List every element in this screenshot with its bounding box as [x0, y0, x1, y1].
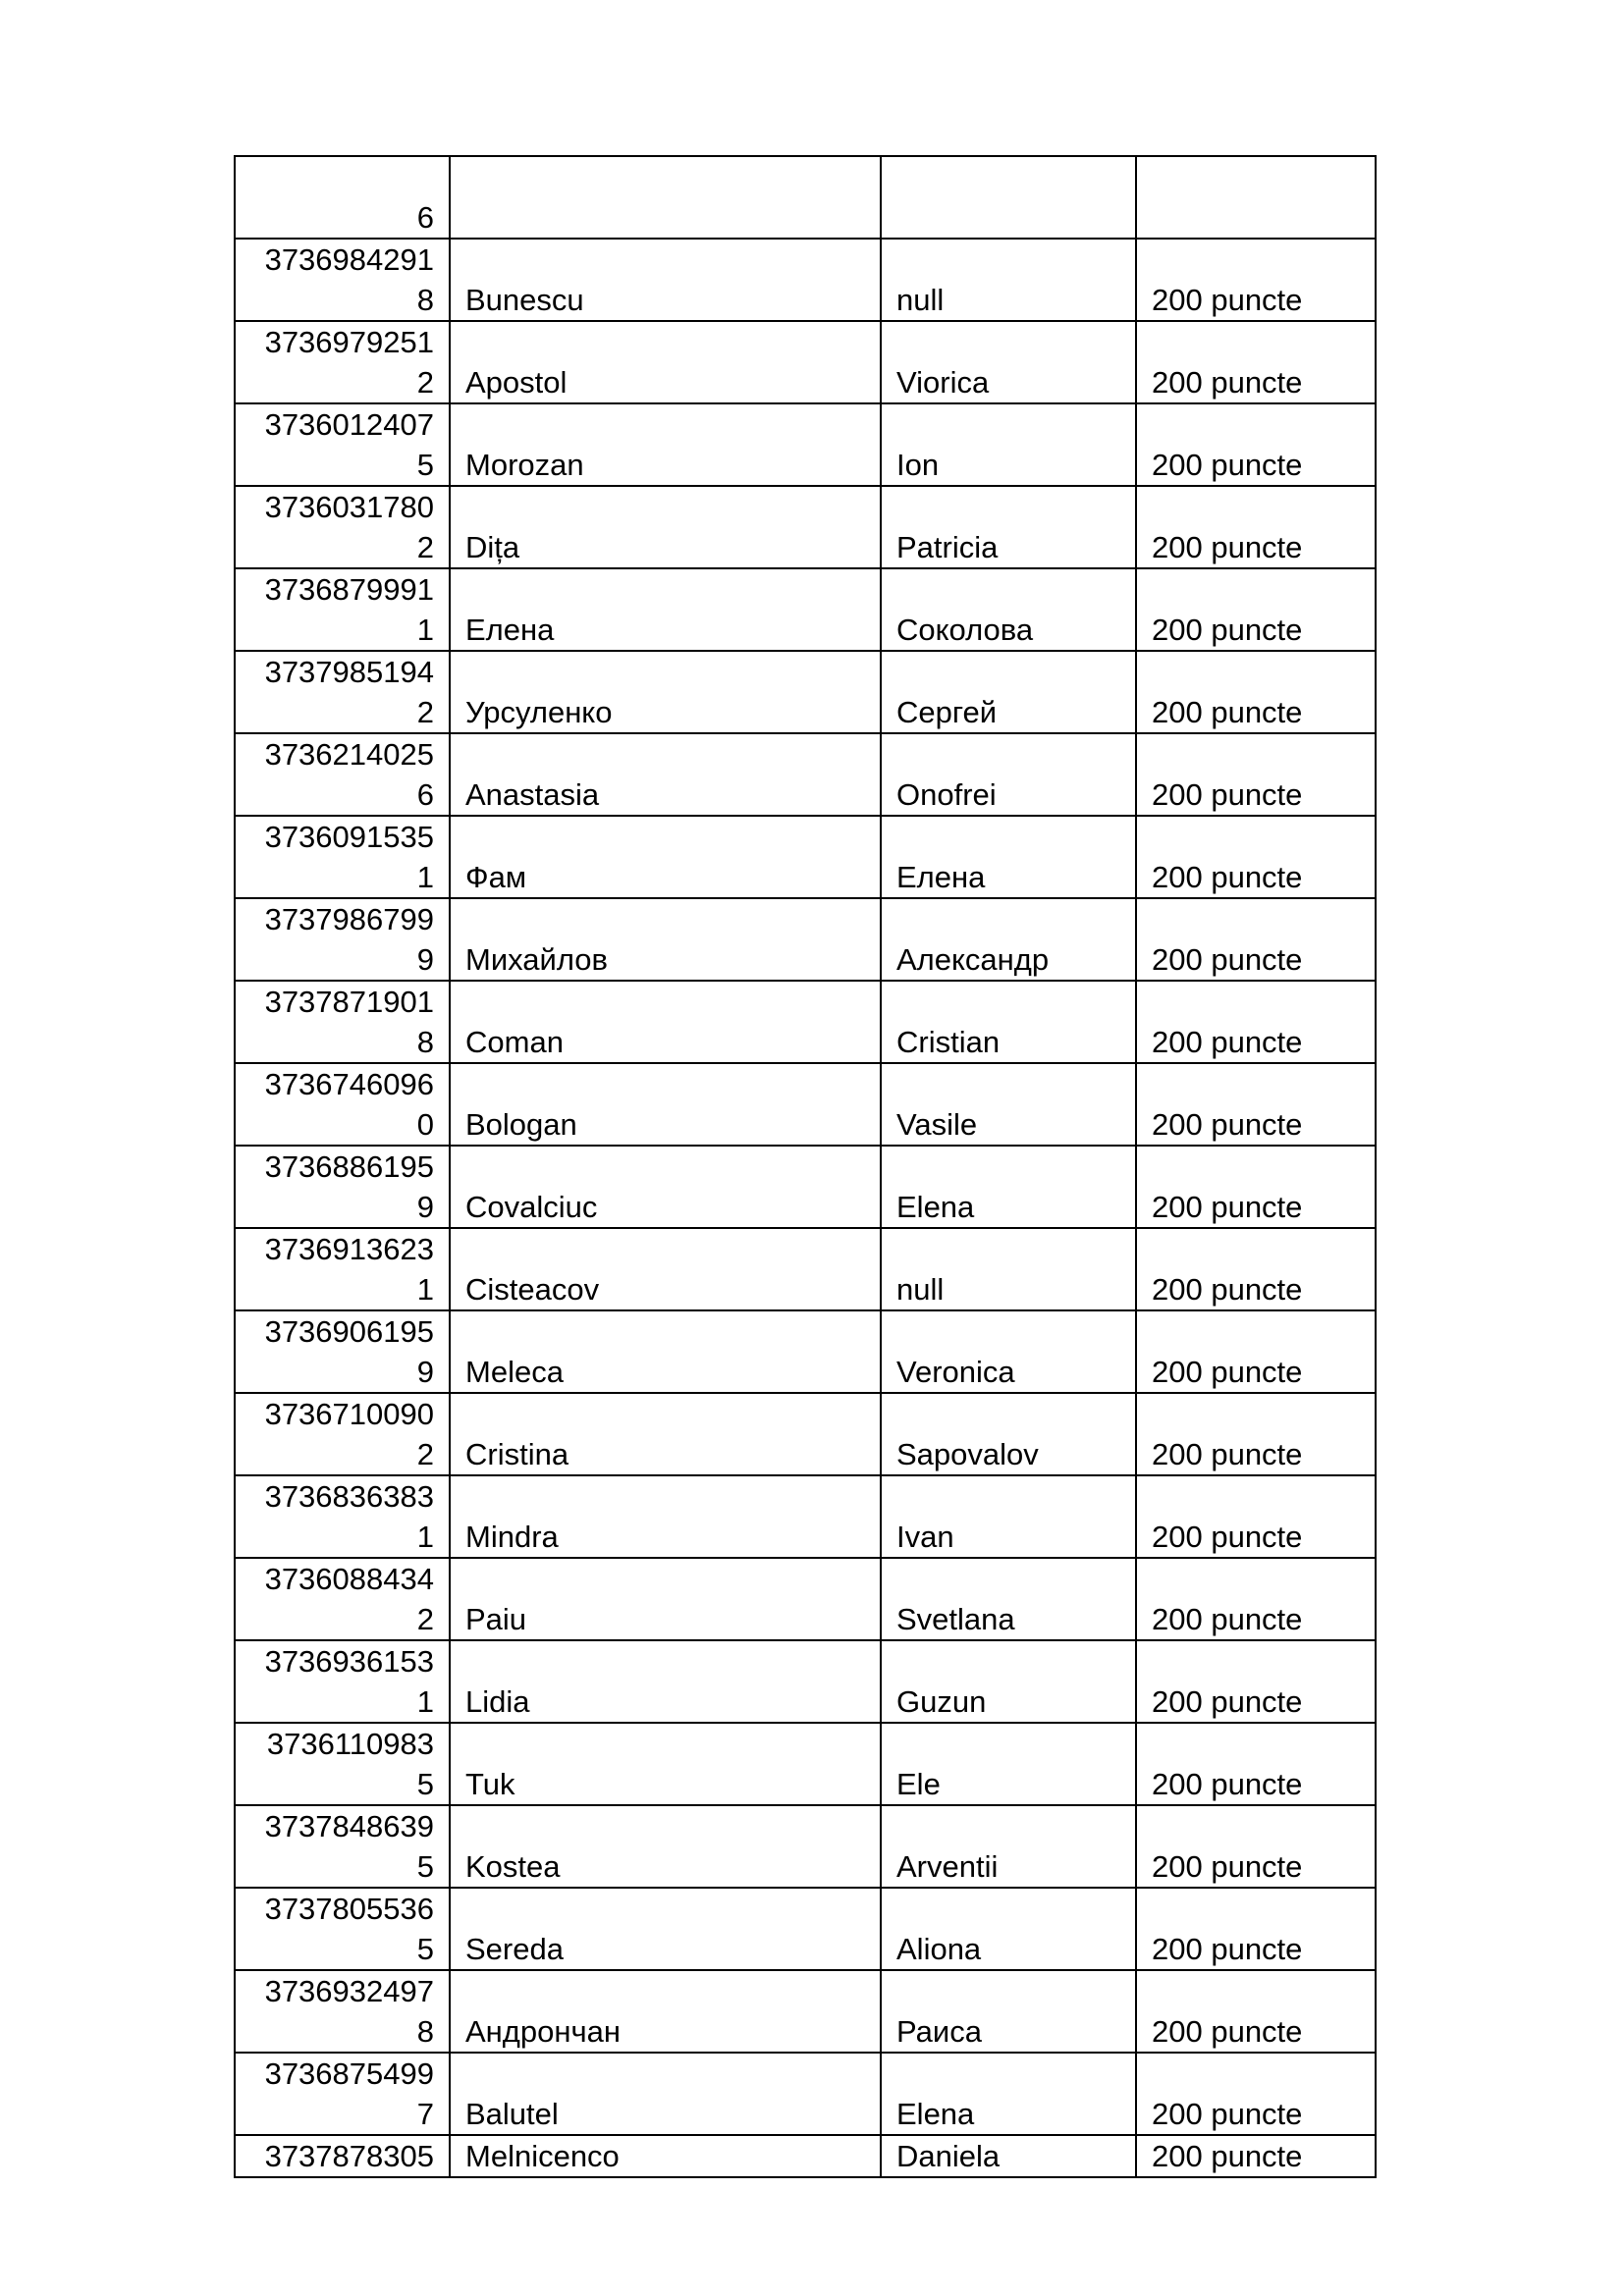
first-name-cell: Elena — [881, 1146, 1136, 1228]
last-name-cell: Kostea — [450, 1805, 881, 1888]
points-cell: 200 puncte — [1136, 651, 1376, 733]
last-name-cell: Paiu — [450, 1558, 881, 1640]
phone-number-cell — [235, 2135, 450, 2177]
first-name-cell: Cristian — [881, 981, 1136, 1063]
points-cell: 200 puncte — [1136, 733, 1376, 816]
table-row — [235, 733, 1376, 816]
phone-number-line1: 3736875499 — [264, 2056, 434, 2091]
last-name-cell: Bunescu — [450, 239, 881, 321]
last-name-cell: Урсуленко — [450, 651, 881, 733]
phone-number-line1: 3736012407 — [264, 407, 434, 442]
first-name-cell: Veronica — [881, 1310, 1136, 1393]
first-name-cell: Раиса — [881, 1970, 1136, 2053]
phone-number-cell — [235, 1558, 450, 1640]
phone-number-line1: 3736906195 — [264, 1314, 434, 1349]
table-row — [235, 1228, 1376, 1310]
phone-number-cell — [235, 898, 450, 981]
phone-number-cell — [235, 239, 450, 321]
participants-table — [234, 155, 1377, 2178]
table-row — [235, 1310, 1376, 1393]
phone-number-line2: 1 — [416, 860, 434, 894]
table-row — [235, 1723, 1376, 1805]
table-row — [235, 981, 1376, 1063]
phone-number-cell — [235, 1393, 450, 1475]
last-name-cell: Coman — [450, 981, 881, 1063]
last-name-cell: Covalciuc — [450, 1146, 881, 1228]
last-name-cell: Tuk — [450, 1723, 881, 1805]
last-name-cell: Елена — [450, 568, 881, 651]
phone-number-line2: 6 — [416, 200, 434, 235]
phone-number-cell — [235, 568, 450, 651]
first-name-cell: Александр — [881, 898, 1136, 981]
table-row — [235, 898, 1376, 981]
phone-number-cell — [235, 2053, 450, 2135]
phone-number-line2: 8 — [416, 283, 434, 317]
first-name-cell: Viorica — [881, 321, 1136, 403]
points-cell — [1136, 156, 1376, 239]
points-cell: 200 puncte — [1136, 1063, 1376, 1146]
phone-number-line1: 3737871901 — [264, 985, 434, 1019]
phone-number-line1: 3736110983 — [266, 1727, 434, 1761]
first-name-cell: Daniela — [881, 2135, 1136, 2177]
first-name-cell: Onofrei — [881, 733, 1136, 816]
first-name-cell: Сергей — [881, 651, 1136, 733]
last-name-cell: Meleca — [450, 1310, 881, 1393]
table-row — [235, 1146, 1376, 1228]
points-cell: 200 puncte — [1136, 403, 1376, 486]
phone-number-cell — [235, 1146, 450, 1228]
last-name-cell: Morozan — [450, 403, 881, 486]
last-name-cell: Balutel — [450, 2053, 881, 2135]
phone-number-line2: 5 — [416, 1932, 434, 1966]
points-cell: 200 puncte — [1136, 1475, 1376, 1558]
phone-number-line1: 3737848639 — [264, 1809, 434, 1843]
first-name-cell: Ion — [881, 403, 1136, 486]
last-name-cell: Фам — [450, 816, 881, 898]
first-name-cell: Aliona — [881, 1888, 1136, 1970]
last-name-cell: Михайлов — [450, 898, 881, 981]
points-cell: 200 puncte — [1136, 239, 1376, 321]
last-name-cell: Dița — [450, 486, 881, 568]
phone-number-line2: 9 — [416, 1190, 434, 1224]
points-cell: 200 puncte — [1136, 1970, 1376, 2053]
phone-number-line2: 3737878305 — [264, 2139, 434, 2173]
points-cell: 200 puncte — [1136, 981, 1376, 1063]
phone-number-cell — [235, 321, 450, 403]
table-row — [235, 1063, 1376, 1146]
phone-number-line1: 3736936153 — [264, 1644, 434, 1679]
last-name-cell: Sereda — [450, 1888, 881, 1970]
phone-number-cell — [235, 1805, 450, 1888]
table-row — [235, 486, 1376, 568]
phone-number-line1: 3736984291 — [264, 242, 434, 277]
first-name-cell: Ele — [881, 1723, 1136, 1805]
phone-number-cell — [235, 1723, 450, 1805]
first-name-cell: Ivan — [881, 1475, 1136, 1558]
phone-number-cell — [235, 651, 450, 733]
table-row — [235, 239, 1376, 321]
phone-number-cell — [235, 1970, 450, 2053]
first-name-cell: Elena — [881, 2053, 1136, 2135]
phone-number-line2: 2 — [416, 695, 434, 729]
phone-number-line1: 3736879991 — [264, 572, 434, 607]
phone-number-line1: 3736091535 — [264, 820, 434, 854]
phone-number-cell — [235, 1228, 450, 1310]
points-cell: 200 puncte — [1136, 1228, 1376, 1310]
table-row — [235, 1558, 1376, 1640]
table-body — [235, 156, 1376, 2177]
phone-number-cell — [235, 1310, 450, 1393]
phone-number-line2: 1 — [416, 1684, 434, 1719]
points-cell: 200 puncte — [1136, 816, 1376, 898]
phone-number-cell — [235, 1640, 450, 1723]
table-row — [235, 1888, 1376, 1970]
table-row — [235, 1805, 1376, 1888]
phone-number-line1: 3736214025 — [264, 737, 434, 772]
table-row — [235, 1475, 1376, 1558]
first-name-cell: Guzun — [881, 1640, 1136, 1723]
points-cell: 200 puncte — [1136, 1146, 1376, 1228]
first-name-cell: Sapovalov — [881, 1393, 1136, 1475]
phone-number-cell — [235, 733, 450, 816]
table-row — [235, 2053, 1376, 2135]
first-name-cell: Patricia — [881, 486, 1136, 568]
phone-number-line2: 9 — [416, 1355, 434, 1389]
table-row — [235, 1970, 1376, 2053]
phone-number-line1: 3736088434 — [264, 1562, 434, 1596]
phone-number-line1: 3736913623 — [264, 1232, 434, 1266]
phone-number-line1: 3736031780 — [264, 490, 434, 524]
phone-number-cell — [235, 981, 450, 1063]
points-cell: 200 puncte — [1136, 1640, 1376, 1723]
phone-number-line2: 8 — [416, 1025, 434, 1059]
first-name-cell — [881, 156, 1136, 239]
points-cell: 200 puncte — [1136, 1805, 1376, 1888]
phone-number-line2: 0 — [416, 1107, 434, 1142]
phone-number-line2: 2 — [416, 365, 434, 400]
table-row — [235, 403, 1376, 486]
last-name-cell: Bologan — [450, 1063, 881, 1146]
table-row — [235, 651, 1376, 733]
phone-number-line2: 2 — [416, 530, 434, 564]
phone-number-line1: 3736746096 — [264, 1067, 434, 1101]
phone-number-cell — [235, 1888, 450, 1970]
points-cell: 200 puncte — [1136, 1393, 1376, 1475]
table-row — [235, 156, 1376, 239]
table-row — [235, 1640, 1376, 1723]
phone-number-line2: 1 — [416, 1272, 434, 1307]
phone-number-line2: 7 — [416, 2097, 434, 2131]
points-cell: 200 puncte — [1136, 1310, 1376, 1393]
first-name-cell: Svetlana — [881, 1558, 1136, 1640]
phone-number-cell — [235, 1475, 450, 1558]
phone-number-cell — [235, 403, 450, 486]
phone-number-cell — [235, 816, 450, 898]
table-row — [235, 1393, 1376, 1475]
phone-number-line2: 2 — [416, 1602, 434, 1636]
phone-number-cell — [235, 156, 450, 239]
last-name-cell: Cristina — [450, 1393, 881, 1475]
phone-number-line2: 9 — [416, 942, 434, 977]
phone-number-cell — [235, 486, 450, 568]
last-name-cell: Cisteacov — [450, 1228, 881, 1310]
points-cell: 200 puncte — [1136, 1558, 1376, 1640]
last-name-cell: Apostol — [450, 321, 881, 403]
phone-number-line1: 3736710090 — [264, 1397, 434, 1431]
phone-number-line1: 3736932497 — [264, 1974, 434, 2008]
phone-number-line2: 2 — [416, 1437, 434, 1471]
phone-number-line1: 3736979251 — [264, 325, 434, 359]
points-cell: 200 puncte — [1136, 1888, 1376, 1970]
first-name-cell: Vasile — [881, 1063, 1136, 1146]
table-row — [235, 2135, 1376, 2177]
last-name-cell: Mindra — [450, 1475, 881, 1558]
phone-number-line2: 8 — [416, 2014, 434, 2049]
phone-number-line1: 3737985194 — [264, 655, 434, 689]
points-cell: 200 puncte — [1136, 568, 1376, 651]
first-name-cell: Соколова — [881, 568, 1136, 651]
phone-number-line2: 6 — [416, 777, 434, 812]
phone-number-line2: 5 — [416, 1767, 434, 1801]
points-cell: 200 puncte — [1136, 321, 1376, 403]
points-cell: 200 puncte — [1136, 1723, 1376, 1805]
points-cell: 200 puncte — [1136, 2053, 1376, 2135]
table-row — [235, 568, 1376, 651]
first-name-cell: Arventii — [881, 1805, 1136, 1888]
last-name-cell — [450, 156, 881, 239]
phone-number-line1: 3737805536 — [264, 1892, 434, 1926]
phone-number-line2: 5 — [416, 1849, 434, 1884]
phone-number-line2: 1 — [416, 1520, 434, 1554]
phone-number-line1: 3736886195 — [264, 1149, 434, 1184]
phone-number-cell — [235, 1063, 450, 1146]
last-name-cell: Melnicenco — [450, 2135, 881, 2177]
phone-number-line2: 5 — [416, 448, 434, 482]
first-name-cell: Елена — [881, 816, 1136, 898]
first-name-cell: null — [881, 239, 1136, 321]
phone-number-line1: 3737986799 — [264, 902, 434, 936]
table-row — [235, 816, 1376, 898]
table-row — [235, 321, 1376, 403]
points-cell: 200 puncte — [1136, 2135, 1376, 2177]
last-name-cell: Андрончан — [450, 1970, 881, 2053]
last-name-cell: Lidia — [450, 1640, 881, 1723]
points-cell: 200 puncte — [1136, 486, 1376, 568]
last-name-cell: Anastasia — [450, 733, 881, 816]
points-cell: 200 puncte — [1136, 898, 1376, 981]
first-name-cell: null — [881, 1228, 1136, 1310]
phone-number-line2: 1 — [416, 613, 434, 647]
phone-number-line1: 3736836383 — [264, 1479, 434, 1514]
